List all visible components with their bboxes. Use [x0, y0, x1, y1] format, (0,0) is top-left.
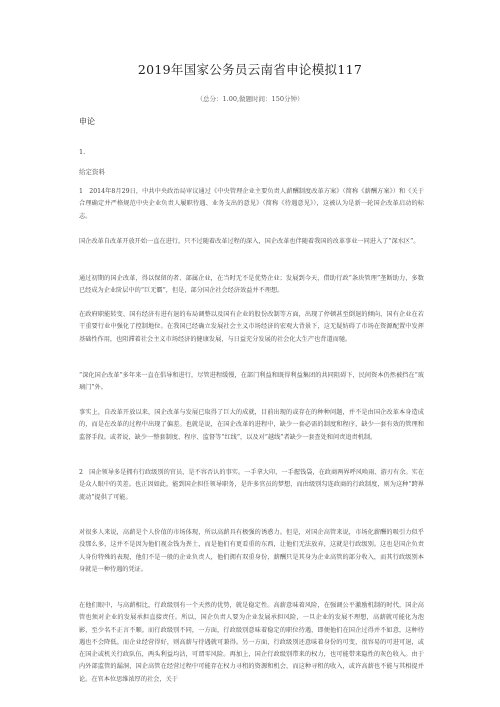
paragraph: 在政府职能转变、国有经济有进有退的布局调整以及国有企业的股份改制等方面，出现了停顿甚至倒退的倾向，国有企业在若干重要行业中强化了控制地位。在我国已经确立发展社会主义市场经济的宏观大背景下，这无疑妨碍了市场在资源配置中发挥基础性作用，也阻滞着社会主义市场经济的健康发展，与日益充分发展的社会化大生产也背道而驰。: [79, 311, 424, 343]
paragraph: 1 2014年8月29日，中共中央政治局审议通过《中央管理企业主要负责人薪酬制度改革方案》（简称《薪酬方案》）和《关于合理确定并严格规范中央企业负责人履职待遇、业务支出的意见》（简称《待遇意见》），这被认为是新一轮国企改革启动的标志。: [79, 188, 424, 220]
paragraph: 国企改革自改革开放开始一直在进行，只不过随着改革过程的深入，国企改革也伴随着我国的改革事业一同进入了“深水区”。: [79, 238, 420, 245]
document-title: 2019年国家公务员云南省申论模拟117: [137, 62, 363, 77]
paragraph: 2 国企领导多是拥有行政级别的官员，是不容否认的事实。一手拿大印，一手握钱袋，在政商两界呼风唤雨、游刃有余。实在是众人眼中的美差。也正因如此，能到国企担任领导职务，是许多官员的梦想，而由级别勾连政商的行政制度，则为这种“跨界流动”提供了可能。: [79, 469, 424, 501]
section-heading: 申论: [79, 117, 95, 126]
document-subtitle: （总分：1.00,做题时间：150分钟）: [196, 95, 304, 103]
paragraph: “深化国企改革”多年来一直在倡导和进行，尽管进程缓慢，在部门利益和既得利益集团的共同阻碍下，民间资本仍然被挡在“玻璃门”外。: [79, 372, 424, 392]
paragraph: 事实上，自改革开放以来，国企改革与发展已取得了巨大的成就，目前出现的或存在的种种问题，并不是由国企改革本身造成的，而是在改革的过程中出现了偏差。也就是说，在国企改革的进程中，缺少一套必需的制度和程序，缺少一套有效的管理和监督手段。或者说，缺少一整套制度、程序、监督等“红线”，以及对“越线”者缺少一套查处和问责追责机制。: [79, 409, 424, 441]
paragraph: 通过初期的国企改革，得以保留的者、部属企业，在当时无不是优势企业；发展到今天，借助行政“条块管理”垄断助力，多数已经成为企业阶层中的“巨无霸”，但是，部分国企社会经济效益并不理想。: [79, 275, 424, 295]
paragraph: 在他们眼中，与高薪相比，行政级别有一个天然的优势，就是稳定性。高薪意味着风险，在强调公平激励机制的时代，国企高管也须对企业的发展承担直接责任。所以，国企负责人要为企业发展承担风险，一旦企业的发展不理想，高薪就可能化为泡影，至少名不正言不顺。而行政级别不同，一方面，行政级别意味着稳定的职位待遇，即便他们在国企过得并不如意，这种待遇也不会降低。而企业经营得好，则高薪与待遇就可兼得。另一方面，行政级别还意味着身份的可变，很容易的可进可退，或在国企或机关行政队伍，两头利益均沾，可谓零风险。再加上，国企行政级别带来的权力，也可能带来隐性的灰色收入。由于内外部监管的漏洞，国企高管在经营过程中可能存在权力寻租的资源和机会，而这种寻租的收入，或许高薪也不能与其相提并论。在官本位思维浓厚的社会，关于: [79, 602, 424, 683]
question-number: 1.: [79, 148, 86, 156]
material-label: 给定资料: [79, 168, 105, 176]
paragraph: 对很多人来说，高薪是个人价值的市场体现，所以高薪具有极强的诱惑力。但是，对国企高管来说，市场化薪酬的吸引力似乎没那么多，这并不是因为他们视金钱为粪土，而是他们有更看重的东西，让他们无法放弃，这就是行政级别。这也是国企负责人身份特殊的表现，他们不是一般的企业负责人，他们拥有双重身份，薪酬只是其身为企业高管的部分收入，而其行政级别本身就是一种待遇的凭证。: [79, 529, 424, 573]
